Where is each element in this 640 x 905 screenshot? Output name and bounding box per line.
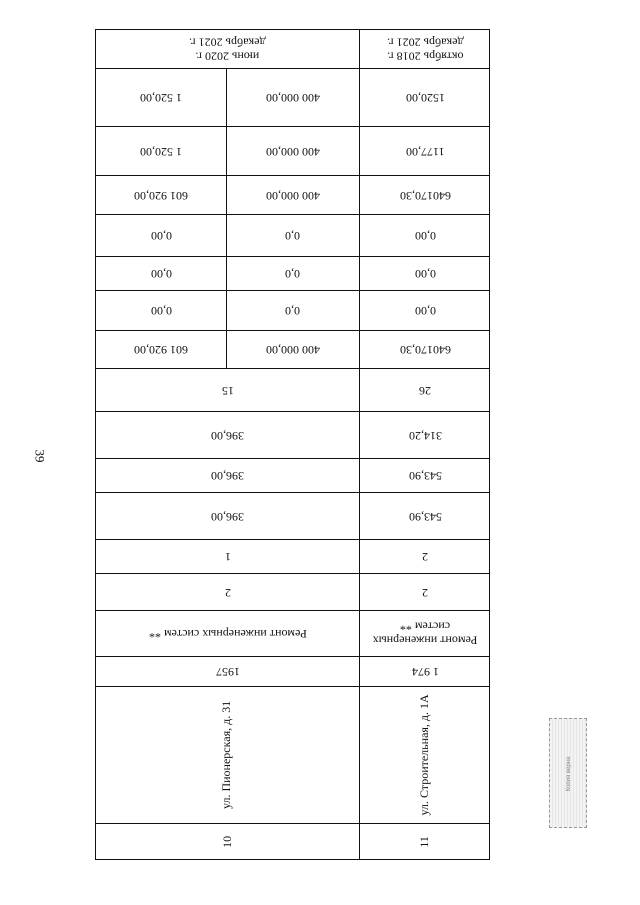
cost-cell: 640170,30 [399,188,451,203]
period-cell: октябрь 2018 г. декабрь 2021 г. [386,36,464,64]
residents-cell: 15 [221,383,234,398]
cost-cell: 640170,30 [399,342,451,357]
work-type-cell: Ремонт инженерных систем ** [372,620,478,648]
row-number-cell: 10 [219,835,234,848]
zero-cell: 0,00 [150,228,172,243]
count-cell: 2 [422,549,428,564]
stamp-text: Копия верна [566,756,572,792]
count-cell: 2 [422,585,428,600]
cost-cell: 400 000,00 [265,144,320,159]
cost-cell: 1177,00 [405,144,445,159]
cost-cell: 1 520,00 [140,144,182,159]
zero-cell: 0,00 [150,266,172,281]
area-cell: 396,00 [211,509,244,524]
year-cell: 1957 [215,664,240,679]
year-cell: 1 974 [411,664,439,679]
zero-cell: 0,0 [285,266,300,281]
zero-cell: 0,0 [285,228,300,243]
cost-cell: 400 000,00 [265,342,320,357]
cost-cell: 601 920,00 [134,188,188,203]
cost-cell: 400 000,00 [265,188,320,203]
cost-cell: 1520,00 [405,90,445,105]
area-cell: 314,20 [408,428,442,443]
residents-cell: 26 [419,383,431,398]
cost-cell: 601 920,00 [134,342,188,357]
certification-stamp [549,718,587,828]
period-cell: июнь 2020 г. декабрь 2021 г. [189,36,266,64]
data-table [95,29,490,860]
zero-cell: 0,0 [285,303,300,318]
row-number-cell: 11 [417,836,432,848]
page-number: 39 [32,449,48,463]
area-cell: 543,90 [408,468,442,483]
zero-cell: 0,00 [414,228,436,243]
zero-cell: 0,00 [414,303,436,318]
zero-cell: 0,00 [414,266,436,281]
area-cell: 396,00 [211,428,244,443]
zero-cell: 0,00 [150,303,172,318]
area-cell: 543,90 [408,509,442,524]
count-cell: 1 [224,549,231,564]
count-cell: 2 [224,585,231,600]
cost-cell: 400 000,00 [265,90,320,105]
address-cell: ул. Строительная, д. 1А [417,693,432,816]
work-type-cell: Ремонт инженерных систем ** [148,626,307,641]
cost-cell: 1 520,00 [140,90,182,105]
address-cell: ул. Пионерская, д. 31 [219,700,234,809]
area-cell: 396,00 [211,468,244,483]
